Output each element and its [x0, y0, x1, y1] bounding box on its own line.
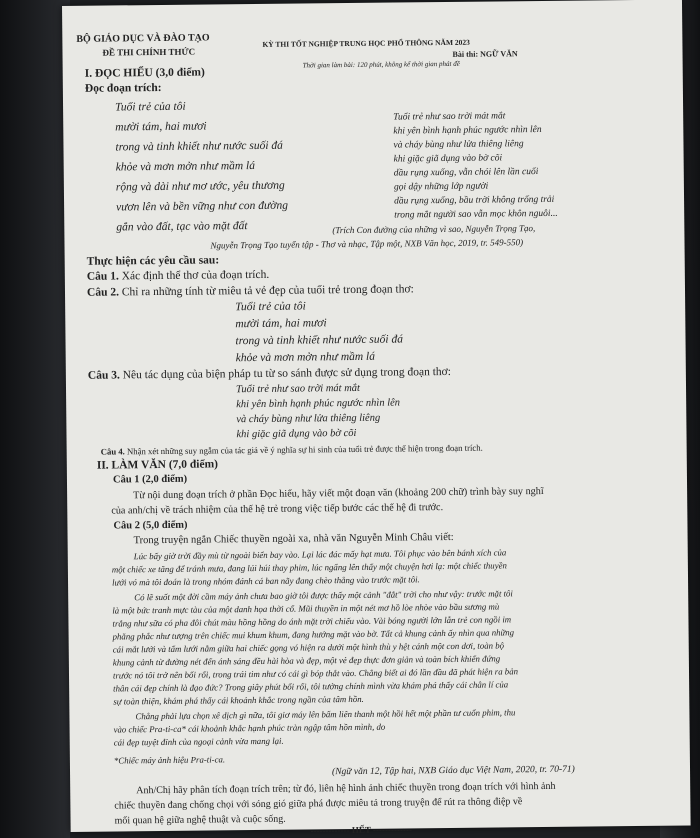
- excerpt-line: là một bức tranh mực tàu của một danh họa thời cổ. Mũi thuyền in một nét mơ hồ lòe nhòe vào bầu sương mù: [112, 601, 500, 616]
- poem-line: vươn lên và bền vững như con đường: [116, 199, 288, 214]
- question-1: Câu 1. Xác định thể thơ của đoạn trích.: [86, 268, 270, 283]
- poem-line: Tuổi trẻ của tôi: [115, 100, 186, 114]
- poem-line: Tuổi trẻ như sao trời mát mắt: [393, 111, 506, 123]
- question-4: Câu 4. Nhận xét những suy ngẫm của tác giả về ý nghĩa sự hi sinh của tuổi trẻ được thể hiện trong đoạn trích.: [100, 442, 483, 457]
- c2-intro: Trong truyện ngắn Chiếc thuyền ngoài xa, nhà văn Nguyễn Minh Châu viết:: [133, 531, 454, 547]
- q3-poem-line: khi yên bình hạnh phúc ngước nhìn lên: [236, 397, 401, 411]
- exam-type: ĐỀ THI CHÍNH THỨC: [102, 46, 196, 58]
- exam-name: KỲ THI TỐT NGHIỆP TRUNG HỌC PHỔ THÔNG NĂM 2023: [262, 37, 470, 49]
- exam-time: Thời gian làm bài: 120 phút, không kể thời gian phát đề: [302, 59, 460, 70]
- excerpt-line: trước nó tôi trở nên bối rối, trong trái tim như có cái gì bóp thắt vào. Chẳng biết ai đó lần đầu đã phát hiện ra bản: [112, 666, 519, 681]
- question-2: Câu 2. Chỉ ra những tính từ miêu tả vẻ đẹp của tuổi trẻ trong đoạn thơ:: [86, 283, 414, 299]
- excerpt-line: Chẳng phải lựa chọn xê dịch gì nữa, tôi giơ máy lên bấm liên thanh một hồi hết một phần tư cuốn phim, thu: [135, 707, 516, 722]
- read-label: Đọc đoạn trích:: [84, 81, 162, 95]
- dark-background-left: [0, 0, 70, 838]
- ministry-name: BỘ GIÁO DỤC VÀ ĐÀO TẠO: [76, 32, 210, 45]
- end-marker: ------------- HẾT -------------: [310, 824, 412, 836]
- c1-text-line: Từ nội dung đoạn trích ở phần Đọc hiểu, hãy viết một đoạn văn (khoảng 200 chữ) trình bày suy nghĩ: [133, 485, 544, 502]
- excerpt-line: phăng phắc như tượng trên chiếc mui khum khum, đang hướng mặt vào bờ. Tất cả khung cảnh ấy nhìn qua những: [112, 627, 515, 642]
- excerpt-line: lưới vó mà tôi đoán là trong nhóm đánh cá ban nãy đang chèo thẳng vào trước mặt tôi.: [111, 574, 420, 588]
- q2-poem-line: Tuổi trẻ của tôi: [235, 300, 306, 314]
- excerpt-line: khung cảnh từ đường nét đến ánh sáng đều hài hòa và đẹp, một vẻ đẹp thực đơn giản và toàn bích khiến đứng: [112, 653, 501, 668]
- excerpt-line: một chiếc xe tăng để tránh mưa, đang lúi húi thay phim, lúc ngẩng lên thấy một chuyện hơi lạ: một chiếc thuyền: [111, 560, 507, 575]
- poem-line: khỏe và mơn mởn như mầm lá: [115, 159, 256, 174]
- q3-poem-line: và cháy bùng như lửa thiêng liêng: [236, 412, 381, 426]
- part2-title: II. LÀM VĂN (7,0 điểm): [96, 458, 219, 472]
- poem-line: rộng và dài như mơ ước, yêu thương: [115, 179, 285, 194]
- footnote: *Chiếc máy ảnh hiệu Pra-ti-ca.: [113, 754, 226, 766]
- poem-line: dầu rụng xuống, vẫn chói lên lần cuối: [393, 167, 539, 179]
- excerpt-line: vào chiếc Pra-ti-ca* cái khoảnh khắc hạnh phúc tràn ngập tâm hồn mình, do: [113, 721, 386, 735]
- task-label: Thực hiện các yêu cầu sau:: [86, 254, 220, 268]
- part2-c1-label: Câu 1 (2,0 điểm): [112, 473, 188, 486]
- c2-task-line: Anh/Chị hãy phân tích đoạn trích trên; từ đó, liên hệ hình ảnh chiếc thuyền trong đoạn trích với hình ảnh: [136, 780, 556, 797]
- excerpt-line: cái đẹp tuyệt đỉnh của ngoại cảnh vừa mang lại.: [113, 735, 284, 748]
- excerpt-line: trắng như sữa có pha đôi chút màu hồng hồng do ánh mặt trời chiếu vào. Vài bóng người lớn lẫn trẻ con ngồi im: [112, 614, 512, 629]
- poem-line: gắn vào đất, tạc vào mặt đất: [116, 220, 248, 234]
- part2-c2-label: Câu 2 (5,0 điểm): [113, 519, 188, 532]
- c1-text-line: của anh/chị về trách nhiệm của thế hệ trẻ trong việc tiếp bước các thế hệ đi trước.: [111, 502, 444, 517]
- poem-line: và cháy bùng như lửa thiêng liêng: [393, 139, 524, 151]
- question-3: Câu 3. Nêu tác dụng của biện pháp tu từ so sánh được sử dụng trong đoạn thơ:: [87, 365, 451, 382]
- excerpt-line: Lúc bấy giờ trời đầy mù từ ngoài biển bay vào. Lại lác đác mấy hạt mưa. Tôi phục vào bên bánh xích của: [133, 547, 507, 562]
- excerpt-line: Có lẽ suốt một đời cầm máy ảnh chưa bao giờ tôi được thấy một cảnh "đắt" trời cho như vậy: trước mặt tôi: [134, 588, 513, 603]
- poem-line: mười tám, hai mươi: [115, 120, 207, 134]
- poem-line: gọi dậy những lớp người: [393, 181, 489, 193]
- q2-poem-line: trong và tinh khiết như nước suối đá: [235, 333, 403, 348]
- poem-line: khi giặc giã dụng vào bờ cõi: [393, 153, 503, 165]
- c2-task-line: chiếc thuyền đang chống chọi với sóng gió giữa phá được miêu tả trong truyện để rút ra thông điệp về: [114, 796, 523, 812]
- poem-line: dầu rụng xuống, bầu trời không trống trải: [394, 194, 555, 207]
- c2-task-line: mối quan hệ giữa nghệ thuật và cuộc sống.: [114, 813, 286, 827]
- excerpt-line: cái mắt lưới và tấm lưới nằm giữa hai chiếc gọng vó hiện ra dưới một hình thù y hệt cánh một con dơi, toàn bộ: [112, 640, 505, 655]
- part1-title: I. ĐỌC HIỂU (3,0 điểm): [84, 66, 205, 80]
- q2-poem-line: mười tám, hai mươi: [235, 317, 327, 331]
- q3-poem-line: khi giặc giã dụng vào bờ cõi: [236, 427, 357, 441]
- excerpt-line: sự toàn thiện, khám phá thấy cái khoảnh khắc trong ngần của tâm hồn.: [113, 693, 364, 707]
- q2-poem-line: khỏe và mơn mởn như mầm lá: [235, 350, 376, 365]
- q3-poem-line: Tuổi trẻ như sao trời mát mắt: [235, 382, 361, 396]
- poem-line: khi yên bình hạnh phúc ngước nhìn lên: [393, 124, 542, 137]
- exam-paper: [62, 0, 691, 836]
- poem-line: trong và tinh khiết như nước suối đá: [115, 139, 283, 154]
- poem-line: trong mắt người sao vẫn mọc khôn nguôi...: [394, 208, 558, 221]
- exam-subject: Bài thi: NGỮ VĂN: [452, 49, 518, 59]
- excerpt-source: (Ngữ văn 12, Tập hai, NXB Giáo dục Việt Nam, 2020, tr. 70-71): [331, 764, 575, 778]
- citation-line: Nguyễn Trọng Tạo tuyển tập - Thơ và nhạc, Tập một, NXB Văn học, 2019, tr. 549-550): [210, 237, 524, 251]
- citation-line: (Trích Con đường của những vì sao, Nguyễn Trọng Tạo,: [332, 223, 536, 236]
- excerpt-line: thân cái đẹp chính là đạo đức? Trong giây phút bối rối, tôi tưởng chính mình vừa khám phá thấy cái chân lí của: [113, 679, 509, 694]
